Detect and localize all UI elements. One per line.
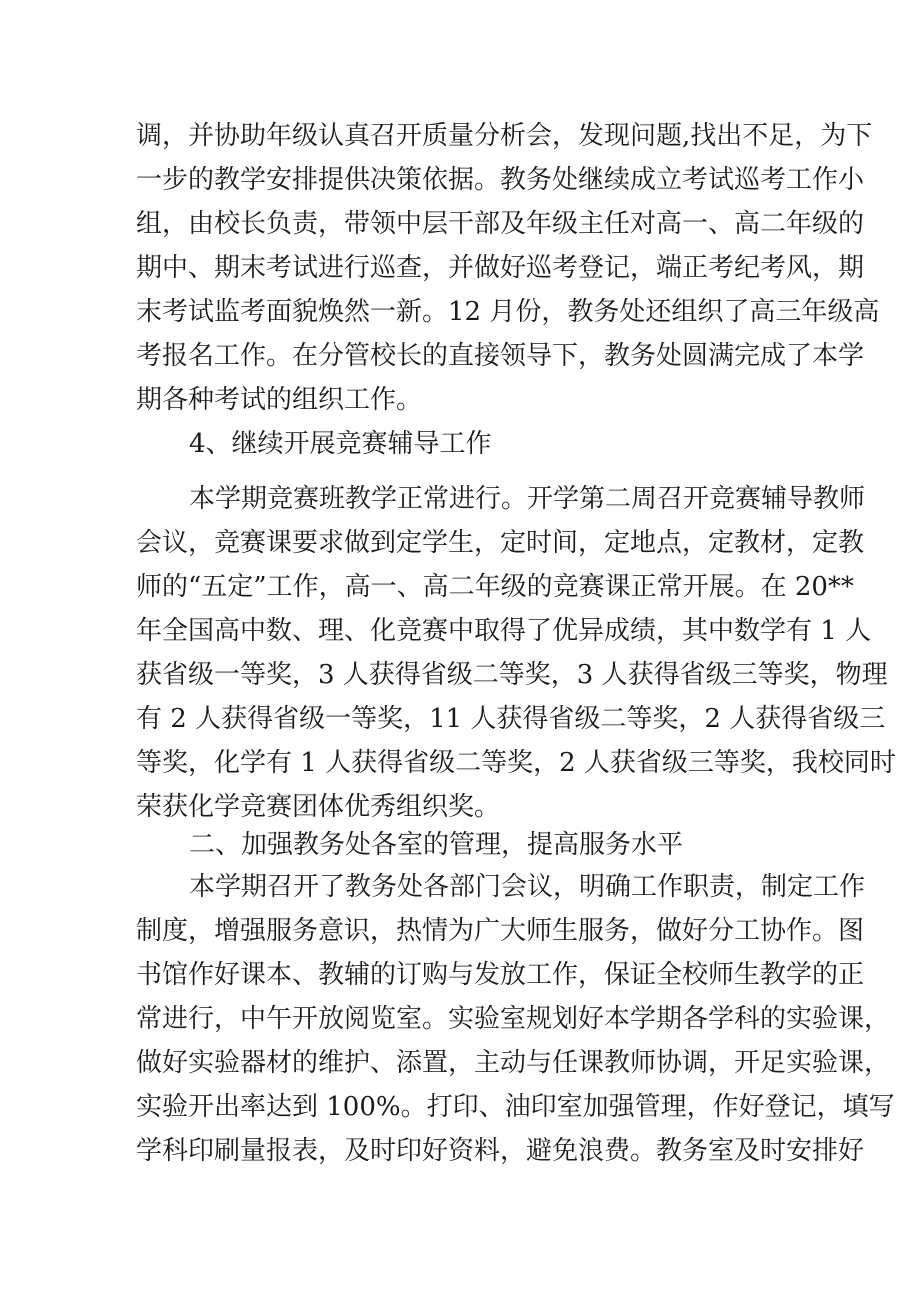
text-line: 学科印刷量报表，及时印好资料，避免浪费。教务室及时安排好: [136, 1136, 865, 1166]
text-line: 会议，竞赛课要求做到定学生，定时间，定地点，定教材，定教: [136, 528, 865, 558]
text-line: 常进行，中午开放阅览室。实验室规划好本学期各学科的实验课，: [136, 1004, 891, 1034]
text-line: 一步的教学安排提供决策依据。教务处继续成立考试巡考工作小: [136, 165, 865, 195]
text-line: 等奖，化学有 1 人获得省级二等奖，2 人获省级三等奖，我校同时: [136, 748, 896, 778]
paragraph-first-line: 本学期召开了教务处各部门会议，明确工作职责，制定工作: [189, 872, 866, 902]
text-line: 年全国高中数、理、化竞赛中取得了优异成绩，其中数学有 1 人: [136, 616, 872, 646]
text-line: 调，并协助年级认真召开质量分析会，发现问题,找出不足，为下: [136, 121, 873, 151]
text-line: 考报名工作。在分管校长的直接领导下，教务处圆满完成了本学: [136, 341, 865, 371]
text-line: 实验开出率达到 100%。打印、油印室加强管理，作好登记，填写: [136, 1092, 895, 1122]
text-line: 师的“五定”工作，高一、高二年级的竞赛课正常开展。在 20**: [136, 572, 854, 602]
paragraph-first-line: 本学期竞赛班教学正常进行。开学第二周召开竞赛辅导教师: [189, 484, 866, 514]
section-heading: 二、加强教务处各室的管理，提高服务水平: [189, 830, 684, 860]
text-line: 荣获化学竞赛团体优秀组织奖。: [136, 792, 501, 822]
text-line: 获省级一等奖，3 人获得省级二等奖，3 人获得省级三等奖，物理: [136, 660, 888, 690]
text-line: 书馆作好课本、教辅的订购与发放工作，保证全校师生教学的正: [136, 960, 865, 990]
text-line: 末考试监考面貌焕然一新。12 月份，教务处还组织了高三年级高: [136, 297, 880, 327]
text-line: 组，由校长负责，带领中层干部及年级主任对高一、高二年级的: [136, 209, 865, 239]
text-line: 期各种考试的组织工作。: [136, 385, 423, 415]
text-line: 做好实验器材的维护、添置，主动与任课教师协调，开足实验课，: [136, 1048, 891, 1078]
text-line: 有 2 人获得省级一等奖，11 人获得省级二等奖，2 人获得省级三: [136, 704, 886, 734]
text-line: 期中、期末考试进行巡查，并做好巡考登记，端正考纪考风，期: [136, 253, 865, 283]
section-heading: 4、继续开展竞赛辅导工作: [189, 429, 492, 459]
text-line: 制度，增强服务意识，热情为广大师生服务，做好分工协作。图: [136, 916, 865, 946]
